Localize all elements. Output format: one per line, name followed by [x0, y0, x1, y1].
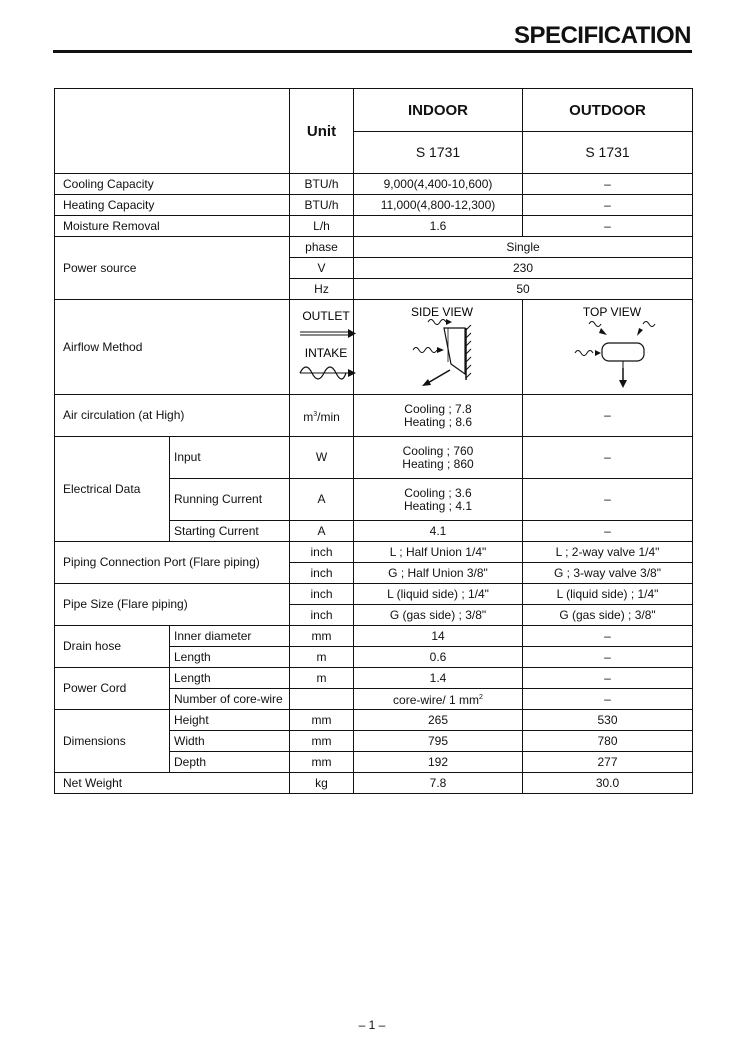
- drain-inner-diameter-indoor: 14: [354, 626, 523, 647]
- top-view-diagram: [527, 300, 697, 391]
- running-current-heating: Heating ; 4.1: [403, 498, 473, 513]
- width-unit: mm: [290, 731, 354, 752]
- air-circulation-unit: $m^3/\min$: [290, 395, 354, 437]
- header-indoor-model: S 1731: [354, 132, 523, 174]
- drain-inner-diameter-label: Inner diameter: [170, 626, 290, 647]
- core-wire-outdoor: –: [523, 689, 693, 710]
- air-circulation-cooling: Cooling ; 7.8: [404, 401, 472, 416]
- drain-length-label: Length: [170, 647, 290, 668]
- power-cord-label: Power Cord: [55, 668, 170, 710]
- air-circulation-indoor: [354, 395, 523, 437]
- moisture-removal-label: Moisture Removal: [55, 216, 290, 237]
- top-view-unit-icon: [602, 343, 644, 368]
- power-voltage-value: 230: [354, 258, 693, 279]
- moisture-removal-unit: L/h: [290, 216, 354, 237]
- pipe-size-gas-indoor: G (gas side) ; 3/8": [354, 605, 523, 626]
- side-view-diagram: [358, 300, 527, 391]
- depth-outdoor: 277: [523, 752, 693, 773]
- drain-length-unit: m: [290, 647, 354, 668]
- depth-label: Depth: [170, 752, 290, 773]
- intake-wave-icon: [300, 367, 356, 379]
- input-unit: W: [290, 437, 354, 479]
- piping-port-liquid-outdoor: L ; 2-way valve 1/4": [523, 542, 693, 563]
- top-view-outlet-arrow-icon: [619, 368, 627, 388]
- net-weight-unit: kg: [290, 773, 354, 794]
- power-phase-unit: phase: [290, 237, 354, 258]
- drain-length-indoor: 0.6: [354, 647, 523, 668]
- input-indoor: [354, 437, 523, 479]
- width-indoor: 795: [354, 731, 523, 752]
- input-outdoor: –: [523, 437, 693, 479]
- pipe-size-liquid-indoor: L (liquid side) ; 1/4": [354, 584, 523, 605]
- top-view-label: TOP VIEW: [582, 305, 642, 319]
- running-current-indoor: [354, 479, 523, 521]
- drain-inner-diameter-outdoor: –: [523, 626, 693, 647]
- piping-port-gas-outdoor: G ; 3-way valve 3/8": [523, 563, 693, 584]
- airflow-top-view: [523, 300, 693, 395]
- height-label: Height: [170, 710, 290, 731]
- pipe-size-label: Pipe Size (Flare piping): [55, 584, 290, 626]
- input-label: Input: [170, 437, 290, 479]
- heating-capacity-indoor: 11,000(4,800-12,300): [354, 195, 523, 216]
- electrical-data-label: Electrical Data: [55, 437, 170, 542]
- height-outdoor: 530: [523, 710, 693, 731]
- input-heating: Heating ; 860: [402, 456, 474, 471]
- net-weight-indoor: 7.8: [354, 773, 523, 794]
- piping-port-liquid-unit: inch: [290, 542, 354, 563]
- running-current-label: Running Current: [170, 479, 290, 521]
- input-cooling: Cooling ; 760: [402, 443, 474, 458]
- moisture-removal-indoor: 1.6: [354, 216, 523, 237]
- net-weight-label: Net Weight: [55, 773, 290, 794]
- power-frequency-unit: Hz: [290, 279, 354, 300]
- outlet-arrow-icon: [300, 329, 356, 338]
- airflow-legend: [290, 300, 354, 395]
- starting-current-outdoor: –: [523, 521, 693, 542]
- pipe-size-liquid-unit: inch: [290, 584, 354, 605]
- specification-table: [54, 88, 693, 794]
- cooling-capacity-unit: BTU/h: [290, 174, 354, 195]
- heating-capacity-unit: BTU/h: [290, 195, 354, 216]
- outlet-label: OUTLET: [302, 309, 350, 323]
- heating-capacity-outdoor: –: [523, 195, 693, 216]
- piping-port-gas-indoor: G ; Half Union 3/8": [354, 563, 523, 584]
- piping-port-gas-unit: inch: [290, 563, 354, 584]
- heating-capacity-label: Heating Capacity: [55, 195, 290, 216]
- running-current-unit: A: [290, 479, 354, 521]
- air-circulation-label: Air circulation (at High): [55, 395, 290, 437]
- header-unit: Unit: [290, 89, 354, 174]
- power-source-label: Power source: [55, 237, 290, 300]
- piping-port-label: Piping Connection Port (Flare piping): [55, 542, 290, 584]
- net-weight-outdoor: 30.0: [523, 773, 693, 794]
- power-frequency-value: 50: [354, 279, 693, 300]
- height-unit: mm: [290, 710, 354, 731]
- cord-length-label: Length: [170, 668, 290, 689]
- air-circulation-outdoor: –: [523, 395, 693, 437]
- pipe-size-liquid-outdoor: L (liquid side) ; 1/4": [523, 584, 693, 605]
- running-current-cooling: Cooling ; 3.6: [404, 485, 472, 500]
- width-label: Width: [170, 731, 290, 752]
- running-current-outdoor: –: [523, 479, 693, 521]
- page-number: – 1 –: [358, 1018, 386, 1032]
- moisture-removal-outdoor: –: [523, 216, 693, 237]
- core-wire-label: Number of core-wire: [170, 689, 290, 710]
- intake-label: INTAKE: [304, 346, 348, 360]
- starting-current-indoor: 4.1: [354, 521, 523, 542]
- height-indoor: 265: [354, 710, 523, 731]
- air-circulation-heating: Heating ; 8.6: [403, 414, 473, 429]
- side-view-outlet-arrow-icon: [422, 370, 450, 386]
- header-outdoor: OUTDOOR: [523, 89, 693, 132]
- power-phase-value: Single: [354, 237, 693, 258]
- airflow-legend-diagram: [294, 300, 358, 391]
- starting-current-unit: A: [290, 521, 354, 542]
- core-wire-unit: [290, 689, 354, 710]
- power-voltage-unit: V: [290, 258, 354, 279]
- pipe-size-gas-unit: inch: [290, 605, 354, 626]
- piping-port-liquid-indoor: L ; Half Union 1/4": [354, 542, 523, 563]
- starting-current-label: Starting Current: [170, 521, 290, 542]
- cooling-capacity-outdoor: –: [523, 174, 693, 195]
- drain-length-outdoor: –: [523, 647, 693, 668]
- width-outdoor: 780: [523, 731, 693, 752]
- airflow-side-view: [354, 300, 523, 395]
- page-title: SPECIFICATION: [513, 22, 691, 49]
- cord-length-unit: m: [290, 668, 354, 689]
- cooling-capacity-indoor: 9,000(4,400-10,600): [354, 174, 523, 195]
- drain-inner-diameter-unit: mm: [290, 626, 354, 647]
- dimensions-label: Dimensions: [55, 710, 170, 773]
- cord-length-indoor: 1.4: [354, 668, 523, 689]
- title-rule: [53, 50, 692, 53]
- depth-unit: mm: [290, 752, 354, 773]
- header-indoor: INDOOR: [354, 89, 523, 132]
- cord-length-outdoor: –: [523, 668, 693, 689]
- core-wire-indoor: core-wire/ 1 $mm^2$: [354, 689, 523, 710]
- airflow-label: Airflow Method: [55, 300, 290, 395]
- cooling-capacity-label: Cooling Capacity: [55, 174, 290, 195]
- side-view-label: SIDE VIEW: [410, 305, 474, 319]
- drain-hose-label: Drain hose: [55, 626, 170, 668]
- pipe-size-gas-outdoor: G (gas side) ; 3/8": [523, 605, 693, 626]
- header-outdoor-model: S 1731: [523, 132, 693, 174]
- header-blank: [55, 89, 290, 174]
- depth-indoor: 192: [354, 752, 523, 773]
